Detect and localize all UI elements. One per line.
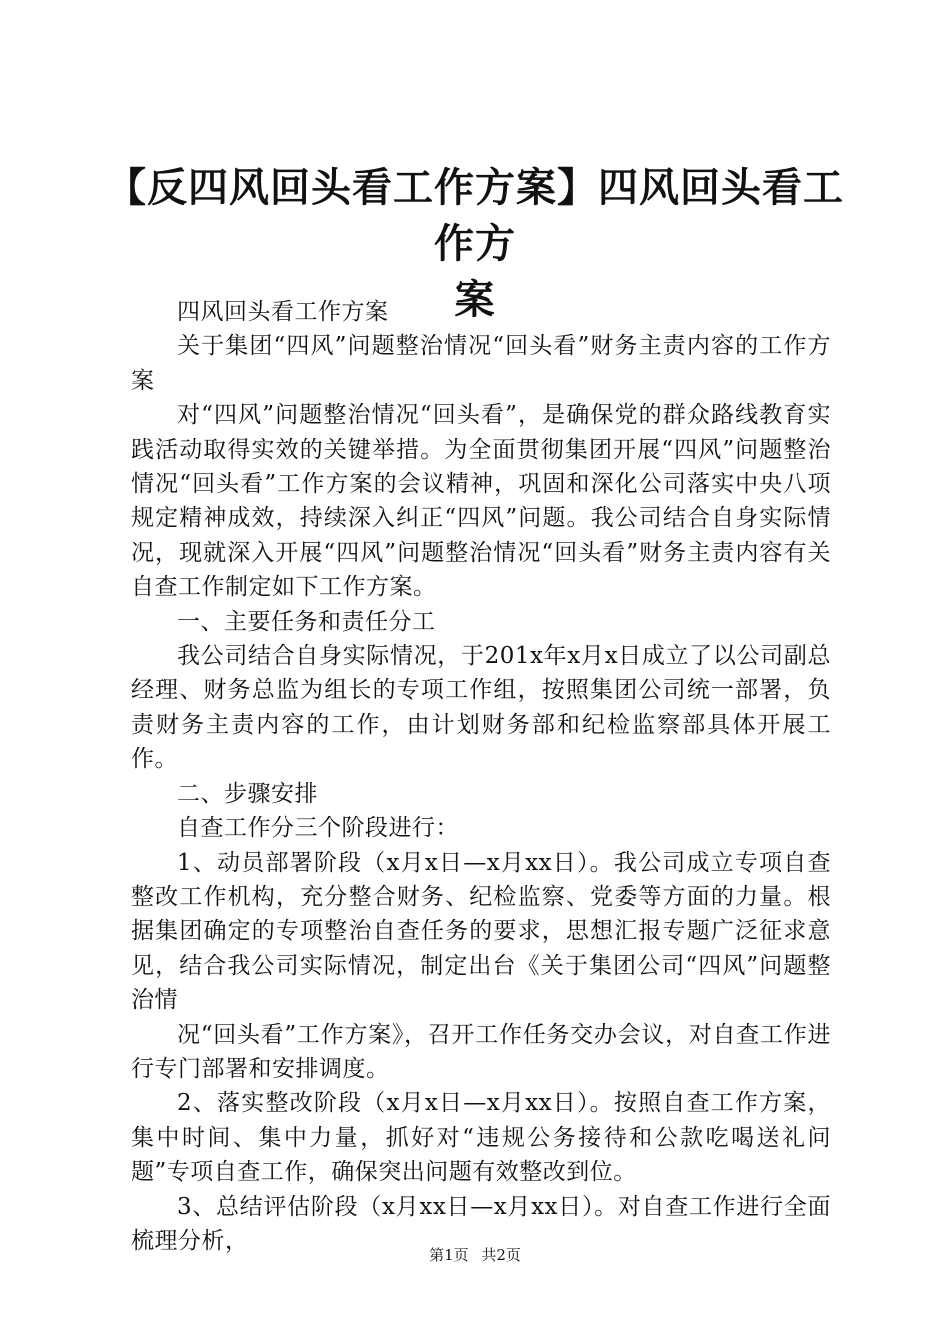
page-number: 第1页 (429, 1246, 469, 1264)
body-paragraph: 对“四风”问题整治情况“回头看”，是确保党的群众路线教育实践活动取得实效的关键举措。为全面贯彻集团开展“四风”问题整治情况“回头看”工作方案的会议精神，巩固和深化公司落实中央八项规定精神成效，持续深入纠正“四风”问题。我公司结合自身实际情况，现就深入开展“四风”问题整治情况“回头看”财务主责内容有关自查工作制定如下工作方案。 (131, 402, 831, 601)
step-paragraph: 1、动员部署阶段（x月x日—x月xx日）。我公司成立专项自查整改工作机构，充分整合财务、纪检监察、党委等方面的力量。根据集团确定的专项整治自查任务的要求，思想汇报专题广泛征求意见，结合我公司实际情况，制定出台《关于集团公司“四风”问题整治情 (131, 849, 831, 1014)
doc-heading-line: 关于集团“四风”问题整治情况“回头看”财务主责内容的工作方案 (131, 333, 831, 394)
page-footer (0, 1244, 950, 1265)
page-total: 共2页 (481, 1246, 521, 1264)
body-paragraph: 自查工作分三个阶段进行： (177, 815, 459, 842)
body-paragraph: 我公司结合自身实际情况，于201x年x月x日成立了以公司副总经理、财务总监为组长的专项工作组，按照集团公司统一部署，负责财务主责内容的工作，由计划财务部和纪检监察部具体开展工作。 (131, 643, 831, 773)
step-paragraph: 3、总结评估阶段（x月xx日—x月xx日）。对自查工作进行全面梳理分析， (131, 1193, 831, 1254)
body-paragraph: 况“回头看”工作方案》，召开工作任务交办会议，对自查工作进行专门部署和安排调度。 (131, 1021, 831, 1082)
doc-subtitle: 四风回头看工作方案 (177, 299, 389, 325)
section-heading: 二、步骤安排 (177, 780, 318, 807)
title-line-2: 案 (454, 276, 496, 323)
section-heading: 一、主要任务和责任分工 (177, 608, 436, 635)
title-line-1: 【反四风回头看工作方案】四风回头看工作方 (106, 164, 844, 267)
step-paragraph: 2、落实整改阶段（x月x日—x月xx日）。按照自查工作方案，集中时间、集中力量，抓好对“违规公务接待和公款吃喝送礼问题”专项自查工作，确保突出问题有效整改到位。 (131, 1090, 831, 1186)
document-body (131, 295, 831, 1258)
